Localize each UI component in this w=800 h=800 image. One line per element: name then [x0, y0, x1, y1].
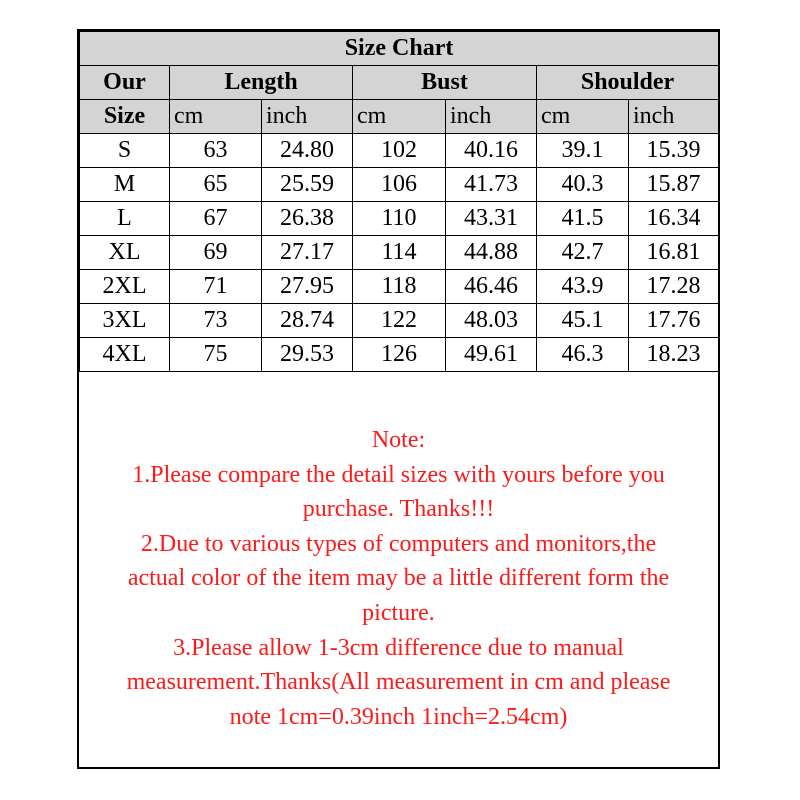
header-row-groups [80, 66, 719, 100]
cell-length-cm: 69 [170, 236, 262, 270]
size-chart [77, 29, 720, 769]
cell-size: M [80, 168, 170, 202]
cell-length-inch: 28.74 [262, 304, 353, 338]
cell-shoulder-inch: 17.76 [629, 304, 719, 338]
cell-length-inch: 25.59 [262, 168, 353, 202]
cell-bust-cm: 110 [353, 202, 446, 236]
shoulder-header: Shoulder [537, 66, 719, 100]
cell-shoulder-cm: 40.3 [537, 168, 629, 202]
cell-bust-inch: 43.31 [446, 202, 537, 236]
note-line: note 1cm=0.39inch 1inch=2.54cm) [229, 703, 568, 730]
title-row [80, 32, 719, 66]
cell-shoulder-inch: 16.81 [629, 236, 719, 270]
cell-shoulder-cm: 43.9 [537, 270, 629, 304]
cell-size: 4XL [80, 338, 170, 372]
notes-section [79, 423, 718, 734]
unit-bust-inch: inch [446, 100, 537, 134]
cell-bust-inch: 41.73 [446, 168, 537, 202]
table-row [80, 134, 719, 168]
cell-shoulder-inch: 15.87 [629, 168, 719, 202]
table-row [80, 270, 719, 304]
cell-bust-cm: 122 [353, 304, 446, 338]
cell-bust-inch: 44.88 [446, 236, 537, 270]
cell-size: 3XL [80, 304, 170, 338]
table-row [80, 338, 719, 372]
cell-size: S [80, 134, 170, 168]
length-header: Length [170, 66, 353, 100]
cell-shoulder-cm: 46.3 [537, 338, 629, 372]
unit-shoulder-cm: cm [537, 100, 629, 134]
cell-bust-cm: 102 [353, 134, 446, 168]
cell-length-inch: 24.80 [262, 134, 353, 168]
cell-bust-cm: 126 [353, 338, 446, 372]
cell-shoulder-cm: 42.7 [537, 236, 629, 270]
size-table [79, 31, 719, 372]
note-line: 1.Please compare the detail sizes with yours before you [132, 461, 665, 488]
note-line: 2.Due to various types of computers and monitors,the [140, 530, 657, 557]
cell-size: L [80, 202, 170, 236]
cell-length-inch: 26.38 [262, 202, 353, 236]
cell-length-inch: 27.95 [262, 270, 353, 304]
note-heading: Note: [371, 427, 426, 453]
cell-shoulder-inch: 18.23 [629, 338, 719, 372]
cell-length-cm: 71 [170, 270, 262, 304]
bust-header: Bust [353, 66, 537, 100]
cell-bust-cm: 106 [353, 168, 446, 202]
cell-bust-cm: 114 [353, 236, 446, 270]
cell-size: 2XL [80, 270, 170, 304]
cell-length-inch: 29.53 [262, 338, 353, 372]
cell-shoulder-cm: 39.1 [537, 134, 629, 168]
cell-bust-inch: 49.61 [446, 338, 537, 372]
unit-length-inch: inch [262, 100, 353, 134]
cell-bust-inch: 48.03 [446, 304, 537, 338]
cell-size: XL [80, 236, 170, 270]
chart-title: Size Chart [80, 32, 719, 66]
table-row [80, 168, 719, 202]
cell-length-cm: 65 [170, 168, 262, 202]
our-size-label-top: Our [80, 66, 170, 100]
cell-length-cm: 73 [170, 304, 262, 338]
unit-shoulder-inch: inch [629, 100, 719, 134]
unit-bust-cm: cm [353, 100, 446, 134]
our-size-label-bottom: Size [80, 100, 170, 134]
cell-shoulder-inch: 16.34 [629, 202, 719, 236]
cell-shoulder-cm: 41.5 [537, 202, 629, 236]
note-line: measurement.Thanks(All measurement in cm and please [126, 669, 671, 696]
note-line: actual color of the item may be a little different form the [127, 565, 670, 592]
cell-length-cm: 67 [170, 202, 262, 236]
cell-bust-inch: 40.16 [446, 134, 537, 168]
cell-shoulder-inch: 15.39 [629, 134, 719, 168]
table-row [80, 236, 719, 270]
cell-shoulder-inch: 17.28 [629, 270, 719, 304]
table-row [80, 202, 719, 236]
cell-length-cm: 63 [170, 134, 262, 168]
cell-shoulder-cm: 45.1 [537, 304, 629, 338]
unit-length-cm: cm [170, 100, 262, 134]
note-line: 3.Please allow 1-3cm difference due to manual [173, 634, 624, 661]
header-row-units [80, 100, 719, 134]
table-row [80, 304, 719, 338]
note-line: purchase. Thanks!!! [302, 496, 495, 523]
cell-bust-inch: 46.46 [446, 270, 537, 304]
cell-length-cm: 75 [170, 338, 262, 372]
cell-length-inch: 27.17 [262, 236, 353, 270]
note-line: picture. [362, 599, 435, 626]
cell-bust-cm: 118 [353, 270, 446, 304]
